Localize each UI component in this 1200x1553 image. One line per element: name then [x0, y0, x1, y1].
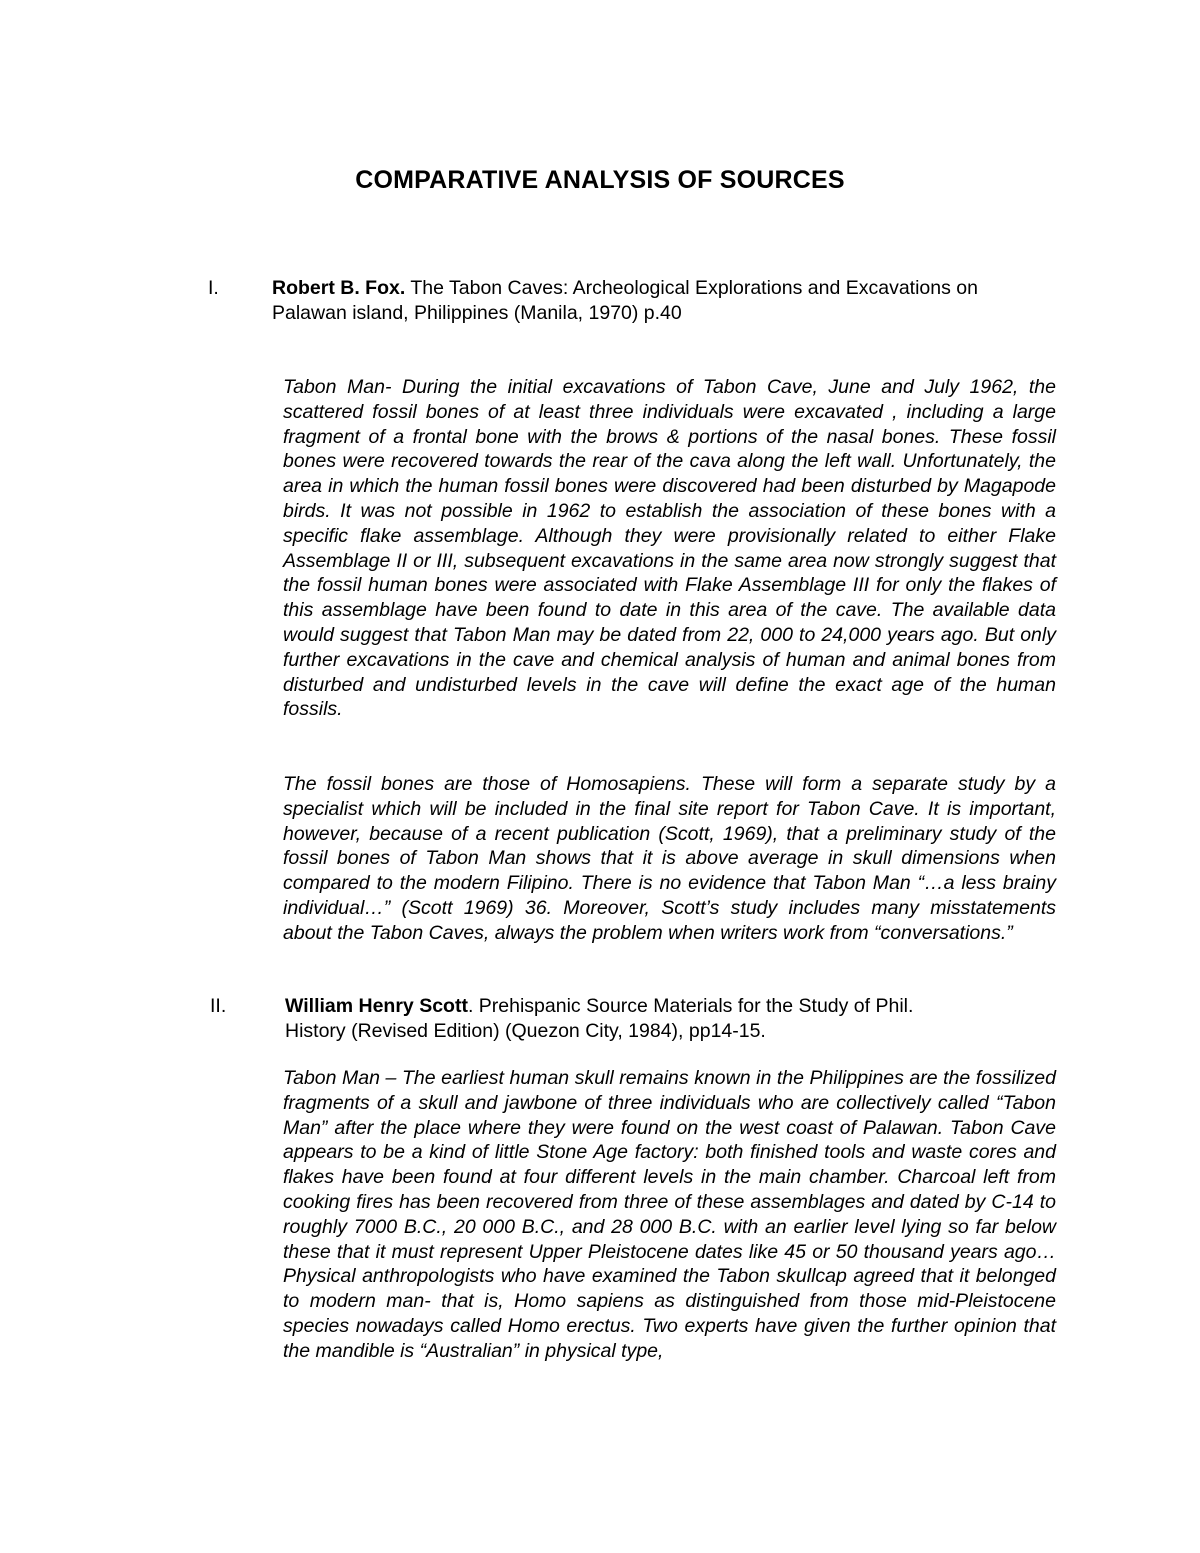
- citation-author: William Henry Scott: [285, 995, 468, 1017]
- citation-title: The Tabon Caves: Archeological Explorations and Excavations on: [405, 277, 978, 299]
- citation-line: Palawan island, Philippines (Manila, 1970) p.40: [272, 302, 682, 324]
- source-citation: [285, 994, 1065, 1044]
- body-paragraph: The fossil bones are those of Homosapiens. These will form a separate study by a specialist which will be included in the final site report for Tabon Cave. It is important, however, because of a recent publication (Scott, 1969), that a preliminary study of the fossil bones of Tabon Man shows that it is above average in skull dimensions when compared to the modern Filipino. There is no evidence that Tabon Man “…a less brainy individual…” (Scott 1969) 36. Moreover, Scott’s study includes many misstatements about the Tabon Caves, always the problem when writers work from “conversations.”: [283, 773, 1056, 944]
- body-paragraph: Tabon Man- During the initial excavations of Tabon Cave, June and July 1962, the scattered fossil bones of at least three individuals were excavated , including a large fragment of a frontal bone with the brows & portions of the nasal bones. These fossil bones were recovered towards the rear of the cava along the left wall. Unfortunately, the area in which the human fossil bones were discovered had been disturbed by Magapode birds. It was not possible in 1962 to establish the association of these bones with a specific flake assemblage. Although they were provisionally related to either Flake Assemblage II or III, subsequent excavations in the same area now strongly suggest that the fossil human bones were associated with Flake Assemblage III for only the flakes of this assemblage have been found to date in this area of the cave. The available data would suggest that Tabon Man may be dated from 22, 000 to 24,000 years ago. But only further excavations in the cave and chemical analysis of human and animal bones from disturbed and undisturbed levels in the cave will define the exact age of the human fossils.: [283, 376, 1056, 721]
- source-numeral: I.: [208, 277, 219, 299]
- source-numeral: II.: [210, 995, 227, 1017]
- citation-author: Robert B. Fox.: [272, 277, 406, 299]
- citation-line: [285, 994, 1065, 1019]
- citation-title: . Prehispanic Source Materials for the Study of Phil.: [467, 995, 914, 1017]
- citation-line: [272, 276, 1072, 301]
- page-title: COMPARATIVE ANALYSIS OF SOURCES: [355, 166, 845, 194]
- body-paragraph: Tabon Man – The earliest human skull remains known in the Philippines are the fossilized fragments of a skull and jawbone of three individuals who are collectively called “Tabon Man” after the place where they were found on the west coast of Palawan. Tabon Cave appears to be a kind of little Stone Age factory: both finished tools and waste cores and flakes have been found at four different levels in the main chamber. Charcoal left from cooking fires has been recovered from three of these assemblages and dated by C-14 to roughly 7000 B.C., 20 000 B.C., and 28 000 B.C. with an earlier level lying so far below these that it must represent Upper Pleistocene dates like 45 or 50 thousand years ago…Physical anthropologists who have examined the Tabon skullcap agreed that it belonged to modern man- that is, Homo sapiens as distinguished from those mid-Pleistocene species nowadays called Homo erectus. Two experts have given the further opinion that the mandible is “Australian” in physical type,: [283, 1067, 1056, 1362]
- source-citation: [272, 276, 1072, 326]
- citation-line: History (Revised Edition) (Quezon City, 1984), pp14-15.: [285, 1020, 766, 1042]
